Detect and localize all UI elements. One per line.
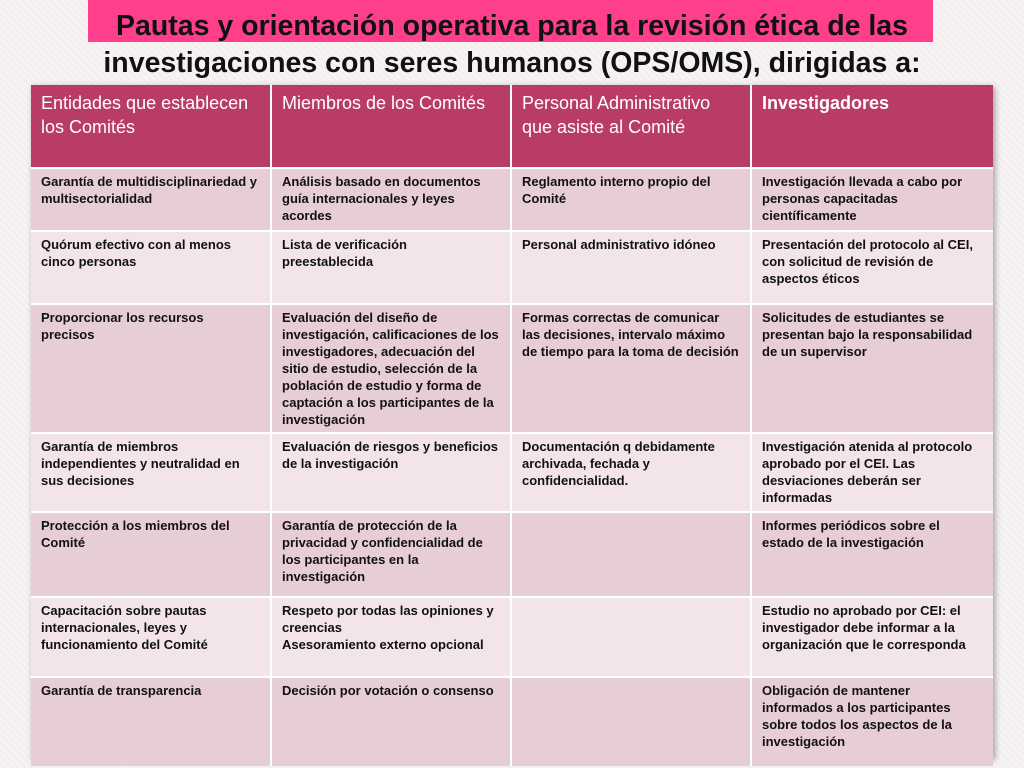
table-row [31,230,993,303]
table-row [31,303,993,432]
table-cell: Análisis basado en documentos guía internacionales y leyes acordes [272,167,512,230]
table-cell: Solicitudes de estudiantes se presentan bajo la responsabilidad de un supervisor [752,303,993,432]
table-cell [512,596,752,676]
table-row [31,676,993,766]
table-cell [512,511,752,596]
table-cell: Evaluación de riesgos y beneficios de la investigación [272,432,512,511]
table-row [31,596,993,676]
table-row [31,167,993,230]
guidelines-table [31,85,993,766]
table-cell: Protección a los miembros del Comité [31,511,272,596]
table-cell: Investigación atenida al protocolo aprobado por el CEI. Las desviaciones deberán ser informadas [752,432,993,511]
table-cell: Informes periódicos sobre el estado de la investigación [752,511,993,596]
table-cell: Respeto por todas las opiniones y creencias Asesoramiento externo opcional [272,596,512,676]
table-cell: Proporcionar los recursos precisos [31,303,272,432]
slide-title-line-2: investigaciones con seres humanos (OPS/OMS), dirigidas a: [103,47,921,79]
table-cell: Reglamento interno propio del Comité [512,167,752,230]
header-miembros: Miembros de los Comités [272,85,512,167]
table-cell: Presentación del protocolo al CEI, con solicitud de revisión de aspectos éticos [752,230,993,303]
table-cell: Documentación q debidamente archivada, fechada y confidencialidad. [512,432,752,511]
header-entidades: Entidades que establecen los Comités [31,85,272,167]
table-cell: Quórum efectivo con al menos cinco personas [31,230,272,303]
slide-title [0,8,1024,82]
table-cell: Investigación llevada a cabo por personas capacitadas científicamente [752,167,993,230]
table-cell: Garantía de multidisciplinariedad y multisectorialidad [31,167,272,230]
table-cell: Garantía de protección de la privacidad y confidencialidad de los participantes en la investigación [272,511,512,596]
header-personal-administrativo: Personal Administrativo que asiste al Comité [512,85,752,167]
table-cell [512,676,752,766]
slide-title-line-1: Pautas y orientación operativa para la revisión ética de las [115,10,908,42]
table-cell: Decisión por votación o consenso [272,676,512,766]
table-row [31,432,993,511]
table-cell: Obligación de mantener informados a los participantes sobre todos los aspectos de la investigación [752,676,993,766]
table-header-row [31,85,993,167]
table-cell: Estudio no aprobado por CEI: el investigador debe informar a la organización que le corresponda [752,596,993,676]
header-investigadores: Investigadores [752,85,993,167]
table-cell: Garantía de transparencia [31,676,272,766]
table-row [31,511,993,596]
table-cell: Capacitación sobre pautas internacionales, leyes y funcionamiento del Comité [31,596,272,676]
table-cell: Garantía de miembros independientes y neutralidad en sus decisiones [31,432,272,511]
guidelines-table-container [31,85,993,758]
table-cell: Formas correctas de comunicar las decisiones, intervalo máximo de tiempo para la toma de decisión [512,303,752,432]
table-cell: Personal administrativo idóneo [512,230,752,303]
table-cell: Evaluación del diseño de investigación, calificaciones de los investigadores, adecuación del sitio de estudio, selección de la población de estudio y forma de captación a los participantes de la investigación [272,303,512,432]
table-cell: Lista de verificación preestablecida [272,230,512,303]
